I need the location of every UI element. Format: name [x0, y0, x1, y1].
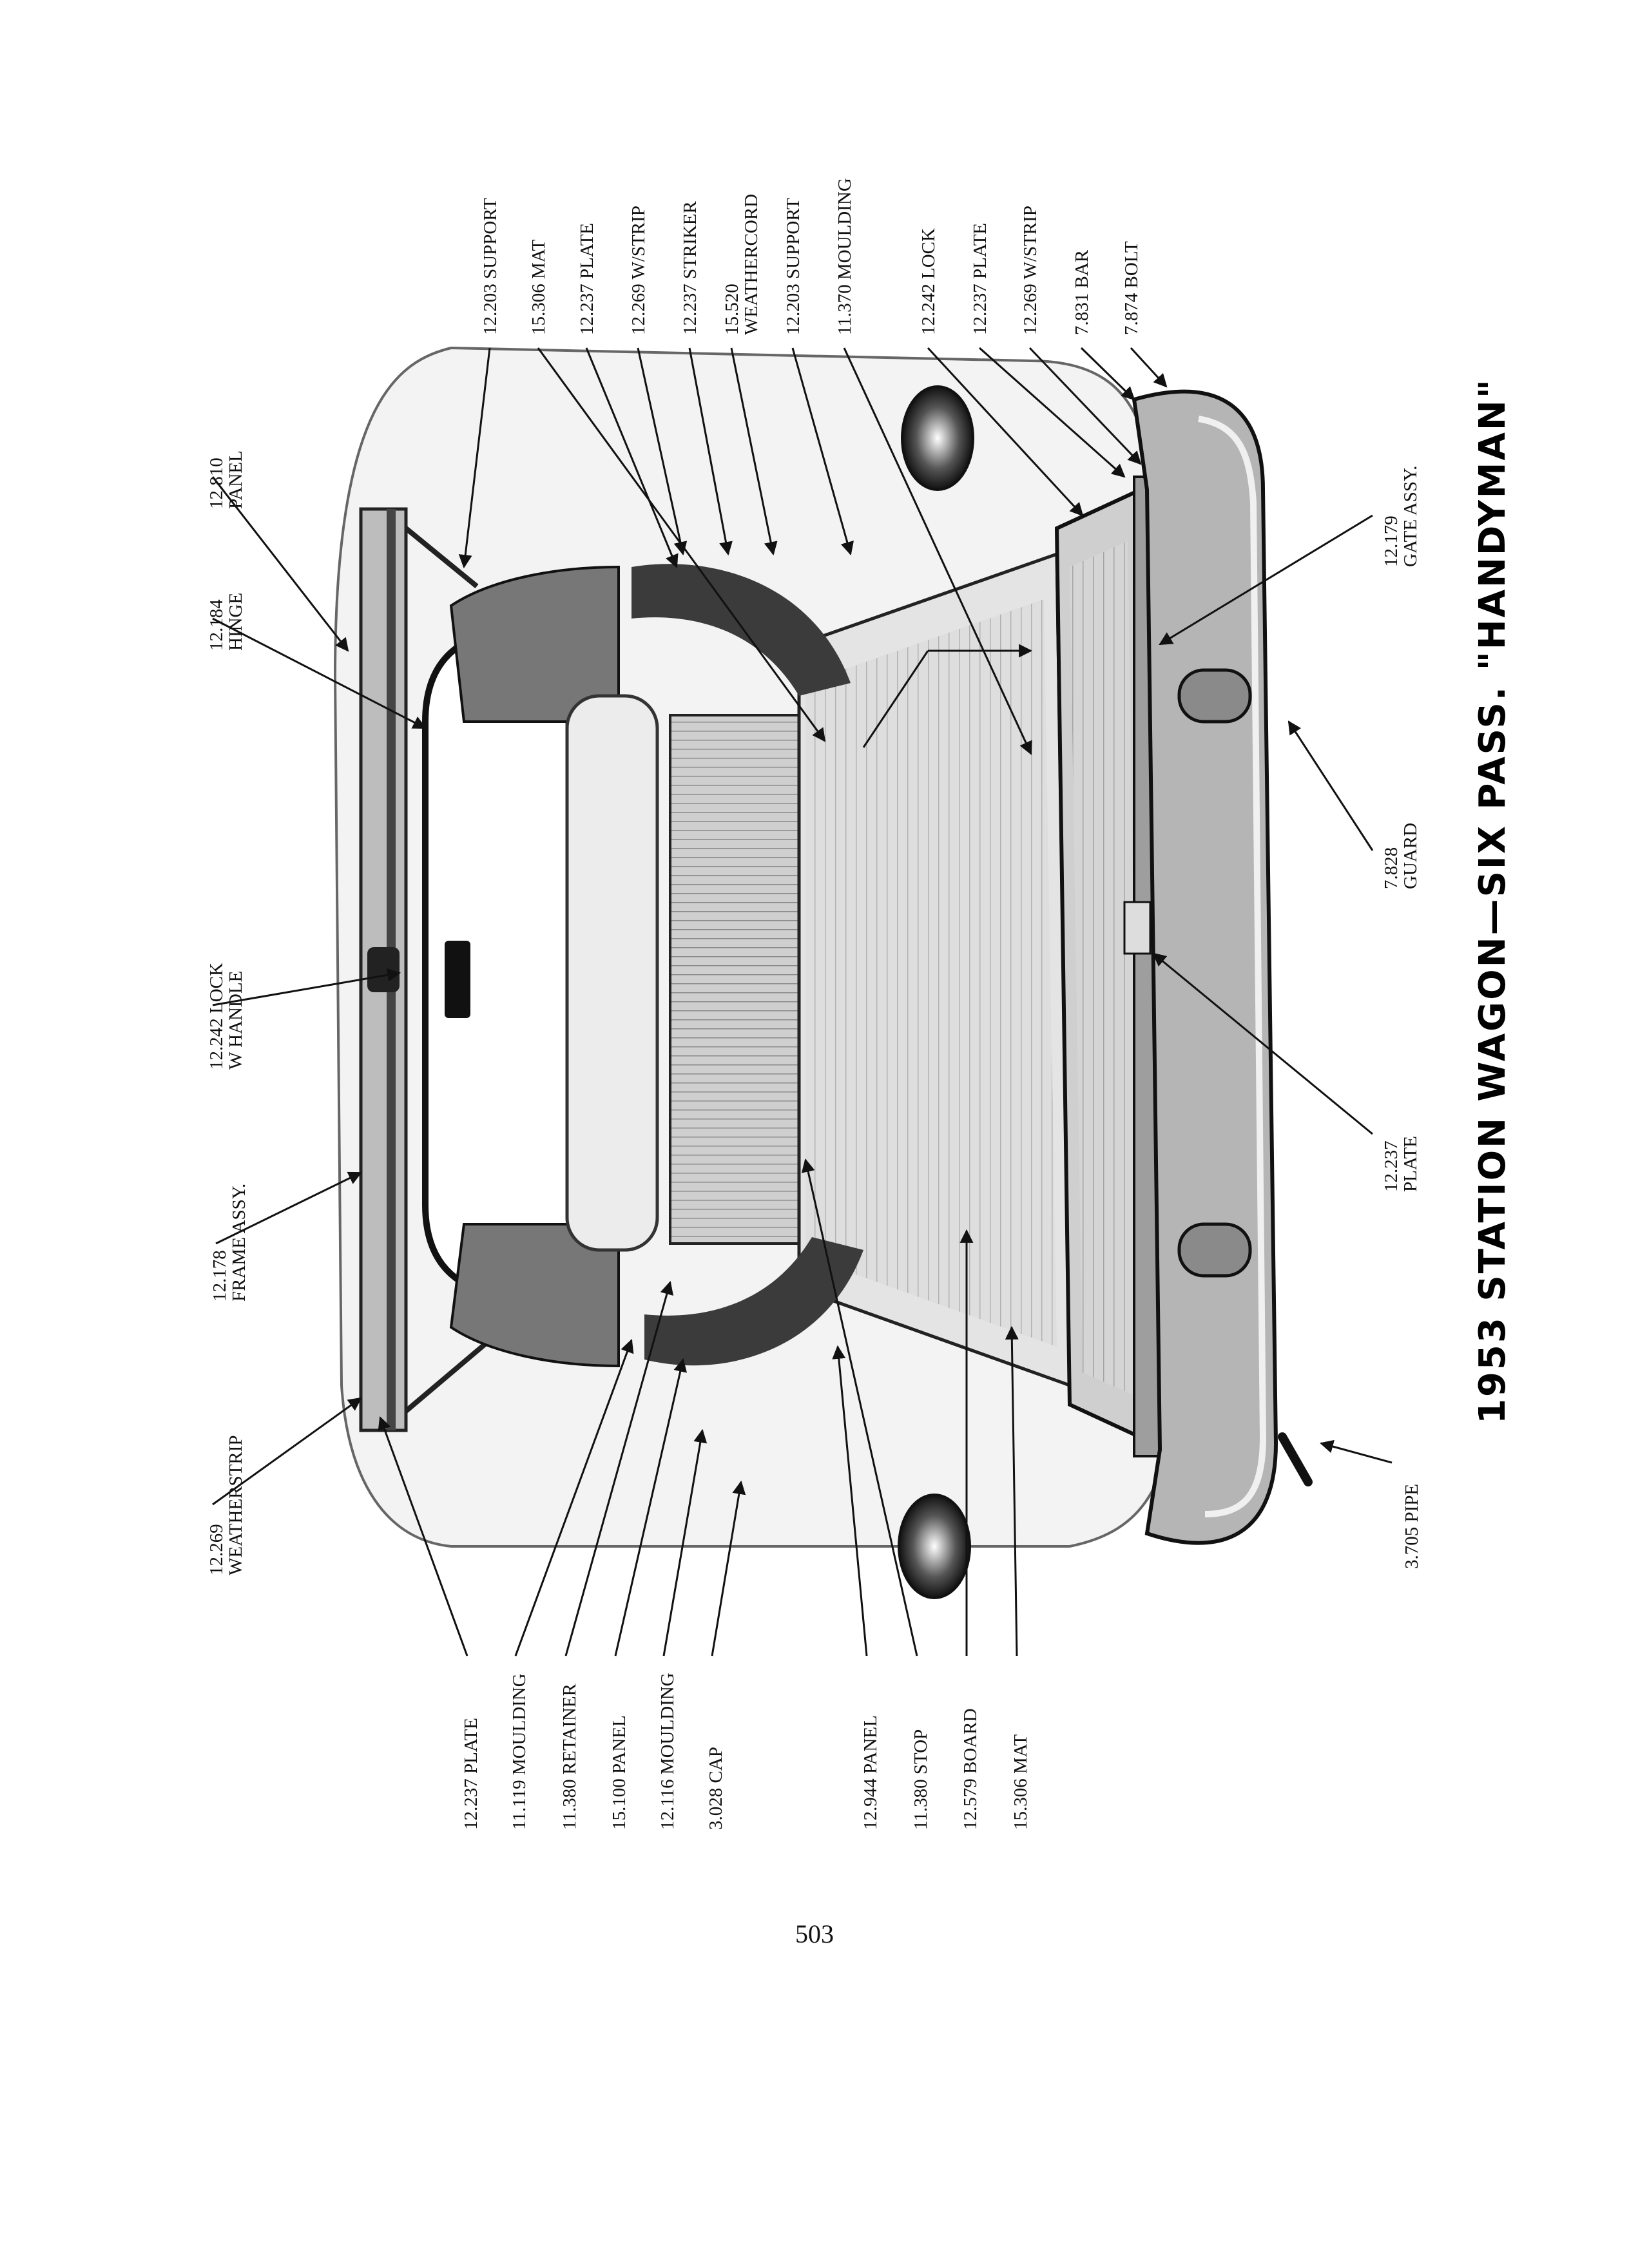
label-guard: 7.828GUARD [1381, 822, 1421, 889]
label-lock-w-handle: 12.242 LOCKW HANDLE [206, 963, 246, 1070]
label-frame-assy: 12.178FRAME ASSY. [209, 1183, 249, 1302]
page-number: 503 [795, 1919, 834, 1948]
gate-lock-handle [367, 947, 400, 992]
exhaust-pipe [1282, 1437, 1308, 1482]
label-mat-top: 15.306 MAT [528, 239, 549, 335]
bumper-guard-right [1179, 1224, 1250, 1276]
tail-lamp-left [902, 387, 973, 490]
rear-view-mirror [445, 941, 470, 1018]
label-plate-bottom: 12.237 PLATE [461, 1718, 481, 1830]
label-gate-assy: 12.179GATE ASSY. [1381, 465, 1421, 567]
diagram-title: 1953 STATION WAGON—SIX PASS. "HANDYMAN" [1472, 378, 1514, 1424]
label-board: 12.579 BOARD [960, 1708, 981, 1830]
label-plate-right: 12.237PLATE [1381, 1136, 1421, 1192]
label-retainer: 11.380 RETAINER [559, 1684, 580, 1830]
label-wstrip-1: 12.269 W/STRIP [628, 206, 649, 335]
station-wagon-rear-illustration [335, 348, 1308, 1598]
label-moulding-top: 11.370 MOULDING [834, 178, 855, 335]
tailgate-plate [1124, 902, 1150, 954]
label-mat-bottom: 15.306 MAT [1010, 1734, 1031, 1830]
label-moulding-1: 11.119 MOULDING [509, 1673, 530, 1830]
label-hinge: 12.184HINGE [206, 592, 246, 651]
label-support-2: 12.203 SUPPORT [783, 198, 804, 335]
label-bolt: 7.874 BOLT [1121, 241, 1142, 335]
label-bar: 7.831 BAR [1072, 249, 1092, 335]
label-wstrip-2: 12.269 W/STRIP [1020, 206, 1041, 335]
label-moulding-2: 12.116 MOULDING [657, 1673, 678, 1830]
label-support-1: 12.203 SUPPORT [480, 198, 501, 335]
tail-lamp-right [899, 1495, 970, 1598]
label-lock-top: 12.242 LOCK [918, 228, 939, 335]
rear-seat-back [567, 696, 657, 1250]
label-weatherstrip: 12.269WEATHERSTRIP [206, 1435, 246, 1575]
label-striker: 12.237 STRIKER [680, 201, 700, 335]
label-plate-top-1: 12.237 PLATE [577, 223, 597, 335]
label-panel-12944: 12.944 PANEL [860, 1715, 881, 1830]
label-weathercord: 15.520WEATHERCORD [722, 193, 762, 335]
cargo-floor-ribs [805, 599, 1057, 1347]
label-pipe: 3.705 PIPE [1402, 1483, 1422, 1569]
label-plate-top-2: 12.237 PLATE [970, 223, 990, 335]
label-panel-bottom: 15.100 PANEL [609, 1715, 630, 1830]
label-cap: 3.028 CAP [706, 1747, 726, 1830]
seat-back-board [670, 715, 799, 1244]
bumper-guard-left [1179, 670, 1250, 722]
label-panel-top: 12.810PANEL [206, 450, 246, 509]
label-stop: 11.380 STOP [911, 1729, 931, 1830]
